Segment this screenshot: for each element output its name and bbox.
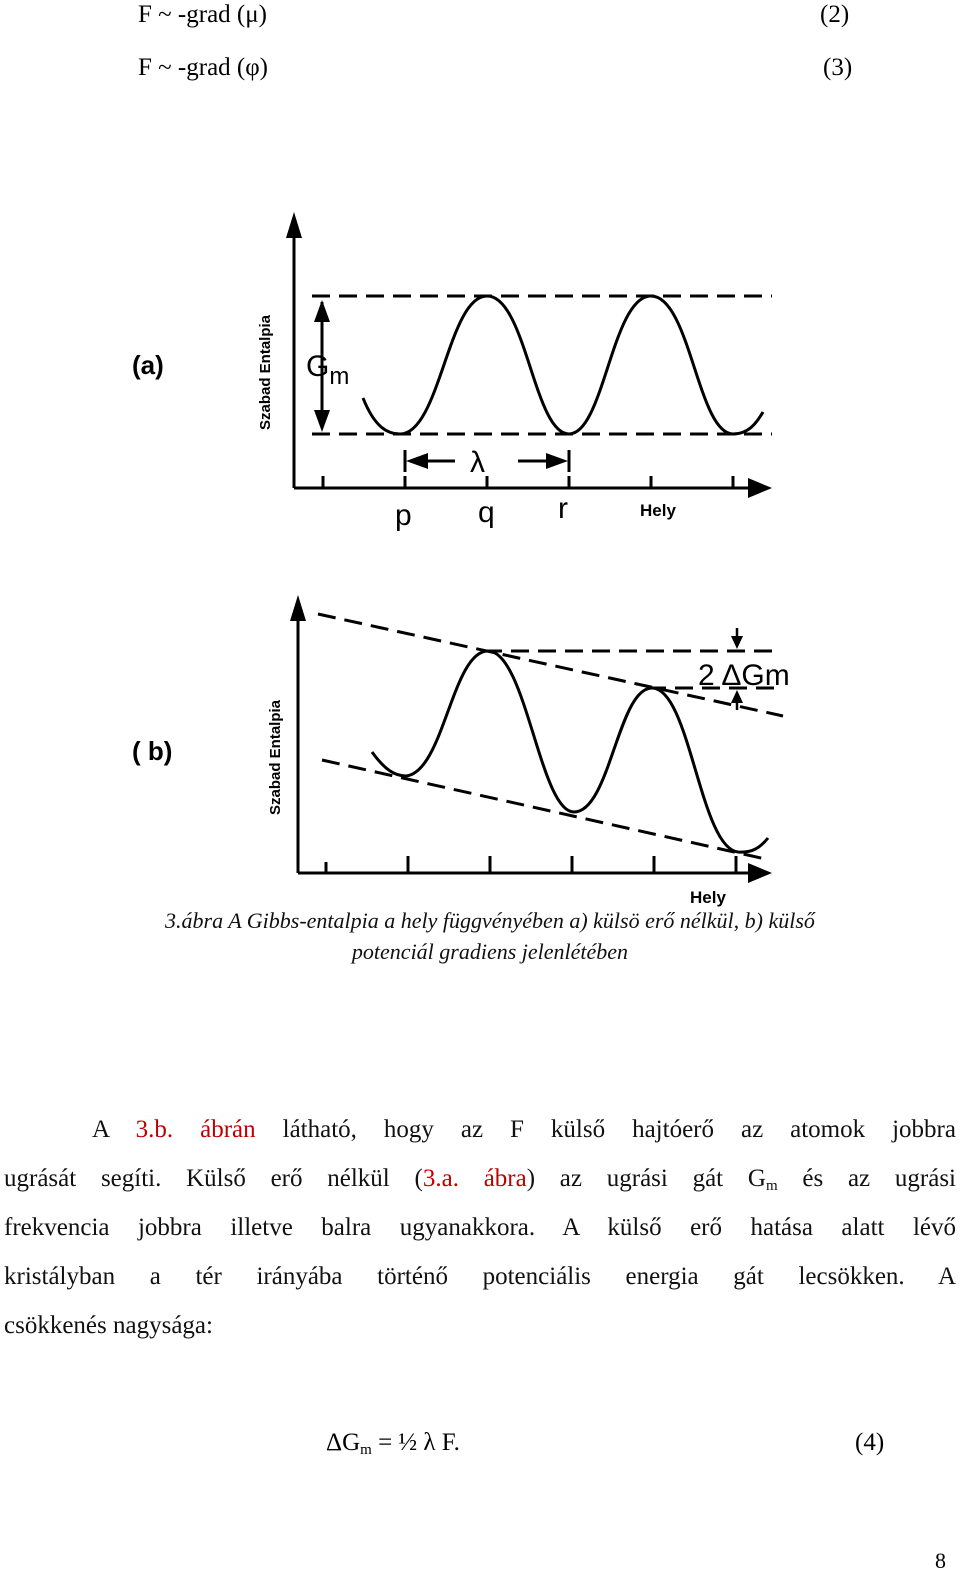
panel-b-y-axis-arrow [290, 595, 306, 621]
equation-2 [138, 0, 267, 30]
panel-a-x-axis-arrow [748, 478, 772, 498]
equation-3 [138, 53, 268, 83]
paragraph-line-4: kristályban a tér irányába történő potenciális energia gát lecsökken. A [4, 1263, 956, 1290]
paragraph-line-1 [4, 1105, 956, 1154]
figure-ref-3b[interactable]: 3.b. ábrán [135, 1116, 256, 1143]
body-paragraph [4, 1105, 956, 1350]
panel-b-dgm-arrow-top-head [731, 636, 743, 649]
figure-caption-line-1: 3.ábra A Gibbs-entalpia a hely függvényében a) külsö erő nélkül, b) külső [165, 908, 815, 933]
panel-a-point-p: p [395, 499, 412, 532]
panel-a-ticks [323, 476, 733, 488]
figure-ref-3a[interactable]: 3.a. ábra [422, 1165, 527, 1192]
panel-a-lambda-arrow-right-head [546, 453, 568, 469]
panel-a-gm-arrow-down [314, 410, 330, 432]
equation-3-text: F ~ -grad (φ) [138, 54, 269, 81]
panel-a-lambda: λ [470, 446, 485, 479]
panel-b-xlabel: Hely [690, 888, 726, 907]
equation-2-number: (2) [820, 1, 850, 28]
panel-b-label: ( b) [132, 736, 173, 766]
equation-4 [326, 1428, 460, 1458]
panel-a-lambda-arrow-left-head [406, 453, 428, 469]
panel-a-ylabel: Szabad Entalpia [257, 314, 274, 430]
panel-a-gm-label: $G_m$ [306, 350, 350, 390]
panel-a-label: (a) [132, 350, 164, 380]
paragraph-text: és az ugrási [777, 1165, 956, 1192]
paragraph-text: ugrását segíti. Külső erő nélkül ( [4, 1165, 423, 1192]
figure-caption [60, 905, 920, 967]
paragraph-text: A [92, 1116, 136, 1143]
page-number: 8 [935, 1548, 946, 1573]
gibbs-enthalpy-figure [0, 195, 960, 915]
equation-4-sub: m [360, 1442, 372, 1458]
equation-4-number: (4) [855, 1429, 885, 1456]
panel-a [132, 212, 772, 532]
equation-3-number: (3) [823, 54, 853, 81]
paragraph-text: ) az ugrási gát G [526, 1165, 766, 1192]
figure-caption-line-2: potenciál gradiens jelenlétében [351, 939, 629, 964]
panel-a-y-axis-arrow [286, 212, 302, 238]
panel-b-dgm-label: 2 ΔGm [698, 659, 790, 692]
equation-4-lhs: ΔG [326, 1429, 361, 1456]
subscript-m: m [765, 1178, 778, 1194]
panel-a-xlabel: Hely [640, 501, 676, 520]
panel-a-point-r: r [558, 492, 568, 525]
panel-a-point-q: q [478, 496, 495, 529]
panel-a-curve [363, 296, 763, 434]
paragraph-line-3: frekvencia jobbra illetve balra ugyanakkora. A külső erő hatása alatt lévő [4, 1214, 956, 1241]
equation-2-text: F ~ -grad (μ) [138, 1, 267, 28]
panel-b-x-axis-arrow [748, 863, 772, 883]
panel-b [132, 595, 790, 907]
paragraph-line-5: csökkenés nagysága: [4, 1312, 213, 1339]
panel-a-gm-arrow-up [314, 300, 330, 322]
equation-4-rhs: = ½ λ F. [371, 1429, 460, 1456]
panel-b-ticks [326, 856, 736, 873]
panel-b-ylabel: Szabad Entalpia [267, 699, 284, 815]
paragraph-text: látható, hogy az F külső hajtóerő az atomok jobbra [255, 1116, 956, 1143]
paragraph-line-2 [4, 1154, 956, 1203]
